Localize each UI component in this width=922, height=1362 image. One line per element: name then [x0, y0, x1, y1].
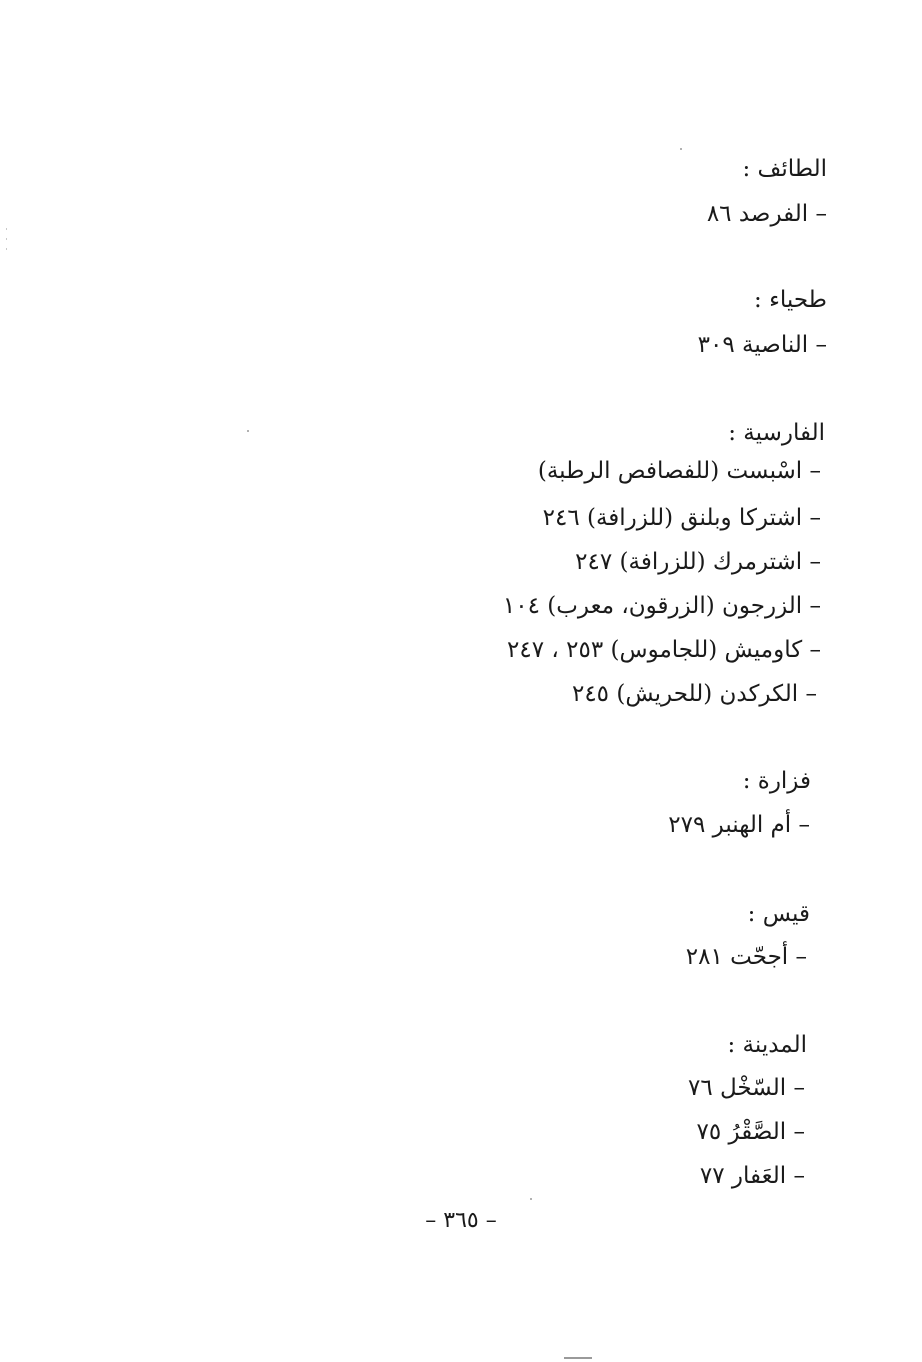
scan-speck	[6, 228, 7, 230]
entry-line: – أم الهنبر ٢٧٩	[668, 812, 810, 838]
entry-line: – الفرصد ٨٦	[706, 201, 827, 227]
section-heading-taif: الطائف :	[742, 156, 827, 182]
scan-speck	[530, 1198, 532, 1200]
entry-line: – كاوميش (للجاموس) ٢٥٣ ، ٢٤٧	[507, 637, 821, 663]
scan-speck	[247, 430, 249, 432]
scan-speck	[6, 248, 7, 250]
entry-line: – العَفار ٧٧	[699, 1163, 805, 1189]
scan-speck	[680, 148, 682, 150]
section-heading-madina: المدينة :	[727, 1032, 807, 1058]
section-heading-fazara: فزارة :	[742, 768, 811, 794]
scan-speck	[6, 238, 7, 240]
section-heading-qays: قيس :	[747, 901, 810, 927]
entry-line: – اسْبست (للفصافص الرطبة)	[537, 458, 821, 484]
scan-mark	[564, 1357, 592, 1359]
entry-line: – أجحّت ٢٨١	[685, 944, 807, 970]
page-number: – ٣٦٥ –	[425, 1208, 497, 1233]
entry-line: – الناصية ٣٠٩	[697, 332, 827, 358]
entry-line: – اشترمرك (للزرافة) ٢٤٧	[575, 549, 821, 575]
entry-line: – الزرجون (الزرقون، معرب) ١٠٤	[502, 593, 821, 619]
entry-line: – الصَّقْرُ ٧٥	[696, 1119, 805, 1145]
entry-line: – الكركدن (للحريش) ٢٤٥	[571, 681, 817, 707]
entry-line: – السّخْل ٧٦	[687, 1075, 805, 1101]
entry-line: – اشتركا وبلنق (للزرافة) ٢٤٦	[542, 505, 821, 531]
section-heading-farsiya: الفارسية :	[728, 420, 825, 446]
section-heading-tahya: طحياء :	[754, 287, 827, 313]
